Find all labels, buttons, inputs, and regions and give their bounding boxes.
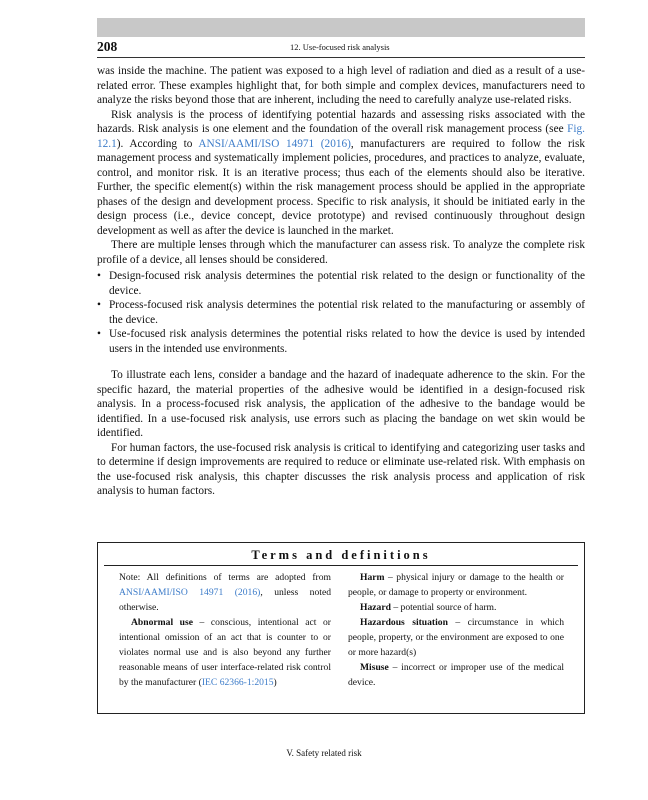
paragraph-2-text-a: Risk analysis is the process of identifying potential hazards and assessing risks associated with the hazards. Risk analysis is one element and the foundation of the overall risk management process (see <box>97 108 585 135</box>
bullet-icon: • <box>97 328 101 340</box>
terms-right-column <box>348 570 564 690</box>
terms-note-standard-link[interactable]: ANSI/AAMI/ISO 14971 (2016) <box>119 587 261 598</box>
page-number: 208 <box>97 39 118 54</box>
figure-link[interactable]: Fig. 12.1 <box>97 123 585 150</box>
paragraph-4: To illustrate each lens, consider a bandage and the hazard of inadequate adherence to the skin. For the specific hazard, the material properties of the adhesive would be identified in a design-focused risk analysis. In a process-focused risk analysis, the application of the adhesive to the bandage would be identified. In a use-focused risk analysis, use errors such as placing the bandage on wet skin would be identified. <box>97 369 585 439</box>
term-misuse <box>348 660 564 690</box>
term-definition: – incorrect or improper use of the medical device. <box>348 662 564 688</box>
footer-section-label: V. Safety related risk <box>286 748 362 758</box>
list-item-text: Design-focused risk analysis determines the potential risk related to the design or functionality of the device. <box>109 270 585 297</box>
standard-reference-link[interactable]: ANSI/AAMI/ISO 14971 (2016) <box>198 137 351 150</box>
terms-and-definitions-box <box>97 542 585 714</box>
iec-reference-link[interactable]: IEC 62366-1:2015 <box>201 677 274 688</box>
term-definition: – circumstance in which people, property, or the environment are exposed to one or more hazard(s) <box>348 617 564 658</box>
term-abnormal-use <box>119 615 331 690</box>
term-hazardous-situation <box>348 615 564 660</box>
term-label: Hazard <box>360 602 391 613</box>
term-definition: – potential source of harm. <box>390 602 497 613</box>
header-bar <box>97 18 585 37</box>
term-label: Abnormal use <box>131 617 193 628</box>
term-label: Hazardous situation <box>360 617 448 628</box>
list-item <box>97 269 585 298</box>
list-item <box>97 298 585 327</box>
paragraph-2-text-c: , manufacturers are required to follow the risk management process and systematically implement policies, procedures, and practices to analyze, evaluate, control, and monitor risk. It is an iterative process; thus each of the elements should also be iterative. Further, the specific element(s) within the risk management process should be applied in the appropriate phases of the design and development process. Specific to risk analysis, it should be initiated early in the design process (i.e., device concept, device prototype) and revised continuously throughout design development as well as after the device is launched in the market. <box>97 137 585 237</box>
bullet-icon: • <box>97 299 101 311</box>
terms-title-rule <box>104 565 578 566</box>
term-label: Harm <box>360 572 385 583</box>
list-item <box>97 327 585 356</box>
terms-note-text-a: Note: All definitions of terms are adopted from <box>119 572 331 583</box>
terms-left-column <box>119 570 331 690</box>
term-harm <box>348 570 564 600</box>
paragraph-2-text-b: ). According to <box>116 137 199 150</box>
bullet-list <box>97 269 585 356</box>
list-item-text: Use-focused risk analysis determines the potential risks related to how the device is used by intended users in the intended use environments. <box>109 328 585 355</box>
terms-note-text-b: , unless noted otherwise. <box>119 587 331 613</box>
header-rule <box>97 57 585 58</box>
term-hazard <box>348 600 564 615</box>
paragraph-5: For human factors, the use-focused risk analysis is critical to identifying and categorizing user tasks and to determine if design improvements are required to reduce or eliminate use-related risk. With emphasis on the use-focused risk analysis, this chapter discusses the risk analysis process and application of risk analysis to human factors. <box>97 441 585 497</box>
paragraph-1: was inside the machine. The patient was exposed to a high level of radiation and died as a result of a use-related error. These examples highlight that, for both simple and complex devices, manufacturers need to analyze the risks beyond those that are inherent, including the need to carefully analyze use-related risks. <box>97 65 585 106</box>
paragraph-3: There are multiple lenses through which the manufacturer can assess risk. To analyze the complete risk profile of a device, all lenses should be considered. <box>97 239 585 266</box>
term-definition-end: ) <box>273 677 277 688</box>
term-definition: – physical injury or damage to the health or people, or damage to property or environment. <box>348 572 564 598</box>
terms-box-title: Terms and definitions <box>251 548 431 562</box>
term-label: Misuse <box>360 662 389 673</box>
list-item-text: Process-focused risk analysis determines the potential risk related to the manufacturing or assembly of the device. <box>109 299 585 326</box>
terms-note <box>119 570 331 615</box>
body-text <box>97 64 585 499</box>
term-definition: – conscious, intentional act or intentional omission of an act that is counter to or violates normal use and is also beyond any further reasonable means of user interface-related risk control by the manufacturer ( <box>119 617 331 688</box>
running-head: 12. Use-focused risk analysis <box>290 42 390 52</box>
bullet-icon: • <box>97 270 101 282</box>
paragraph-2 <box>97 108 585 239</box>
